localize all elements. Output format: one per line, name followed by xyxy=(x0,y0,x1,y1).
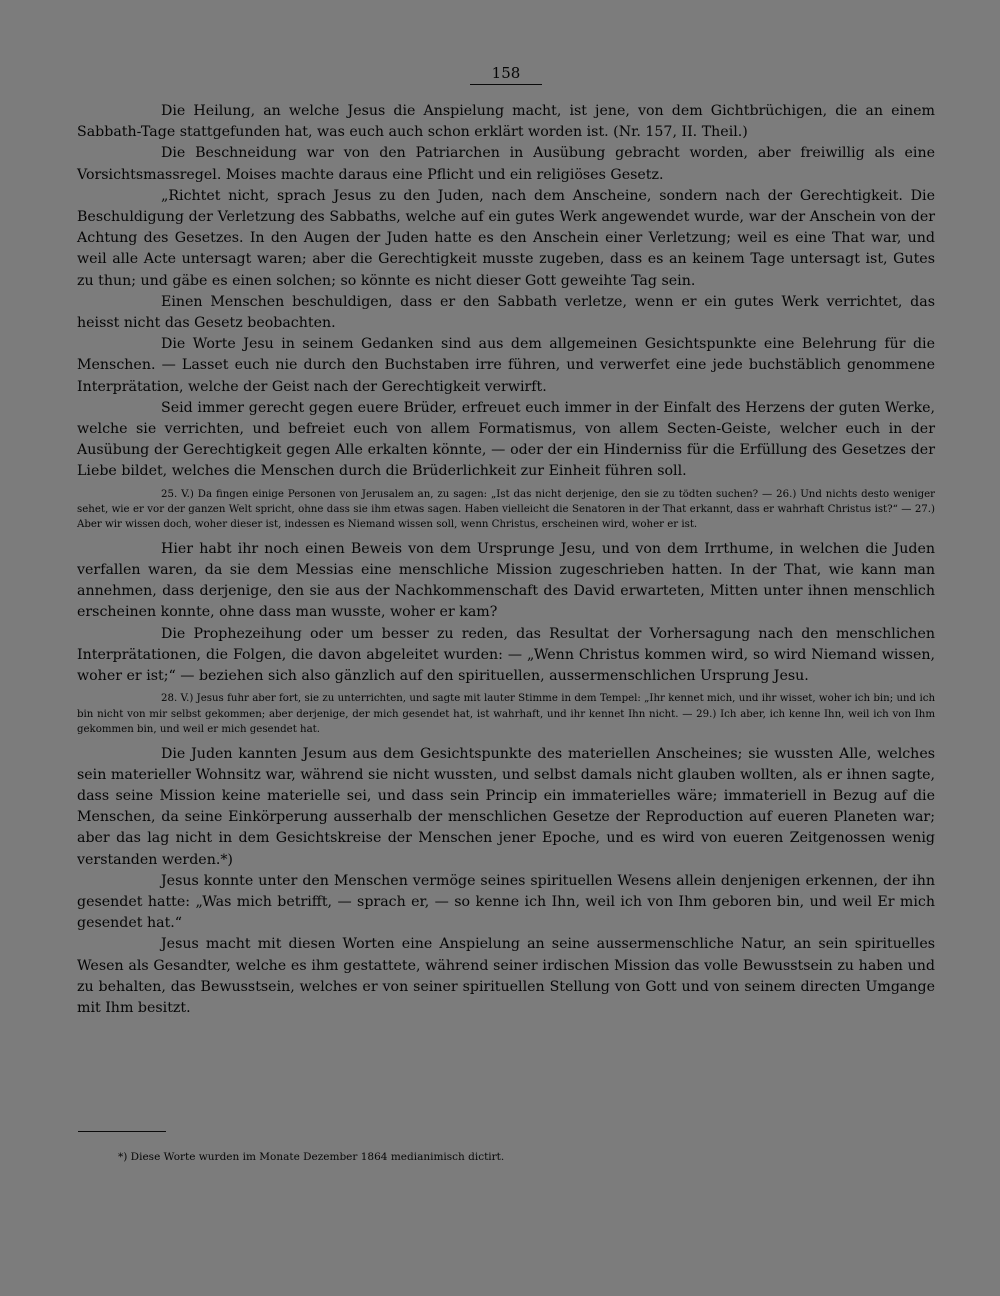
body-text xyxy=(77,101,935,1019)
paragraph: „Richtet nicht, sprach Jesus zu den Juden, nach dem Anscheine, sondern nach der Gerechtigkeit. Die Beschuldigung der Verletzung des Sabbaths, welche auf ein gutes Werk angewendet wurde, war der Anschein von der Achtung des Gesetzes. In den Augen der Juden hatte es den Anschein einer Verletzung; weil es eine That war, und weil alle Acte untersagt waren; aber die Gerechtigkeit musste zugeben, dass es an keinem Tage untersagt ist, Gutes zu thun; und gäbe es einen solchen; so könnte es nicht dieser Gott geweihte Tag sein. xyxy=(77,187,935,289)
paragraph: Jesus macht mit diesen Worten eine Anspielung an seine aussermenschliche Natur, an sein spirituelles Wesen als Gesandter, welche es ihm gestattete, während seiner irdischen Mission das volle Bewusstsein zu haben und zu behalten, das Bewusstsein, welches er von seiner spirituellen Stellung von Gott und von seinem directen Umgange mit Ihm besitzt. xyxy=(77,936,935,1016)
paragraph: Seid immer gerecht gegen euere Brüder, erfreuet euch immer in der Einfalt des Herzens der guten Werke, welche sie verrichten, und befreiet euch von allem Formatismus, von allem Secten-Geiste, welcher euch in der Ausübung der Gerechtigkeit gegen Alle erkalten könnte, — oder der ein Hinderniss für die Erfüllung des Gesetzes der Liebe bildet, welches die Menschen durch die Brüderlichkeit zur Einheit führen soll. xyxy=(77,399,935,480)
paragraph: Jesus konnte unter den Menschen vermöge seines spirituellen Wesens allein denjenigen erkennen, der ihn gesendet hatte: „Was mich betrifft, — sprach er, — so kenne ich Ihn, weil ich von Ihm geboren bin, und weil Er mich gesendet hat.“ xyxy=(77,872,935,932)
footnote-divider xyxy=(78,1131,166,1132)
page-number: 158 xyxy=(470,64,542,85)
scripture-verse: 25. V.) Da fingen einige Personen von Jerusalem an, zu sagen: „Ist das nicht derjenige, den sie zu tödten suchen? — 26.) Und nichts desto weniger sehet, wie er vor der ganzen Welt spricht, ohne dass sie ihm etwas sagen. Haben vielleicht die Senatoren in der That erkannt, dass er wahrhaft Christus ist?“ — 27.) Aber wir wissen doch, woher dieser ist, indessen es Niemand wissen soll, wenn Christus, erscheinen wird, woher er ist. xyxy=(77,488,935,531)
paragraph: Die Heilung, an welche Jesus die Anspielung macht, ist jene, von dem Gichtbrüchigen, die an einem Sabbath-Tage stattgefunden hat, was euch auch schon erklärt worden ist. (Nr. 157, II. Theil.) xyxy=(77,103,935,141)
paragraph: Die Worte Jesu in seinem Gedanken sind aus dem allgemeinen Gesichtspunkte eine Belehrung für die Menschen. — Lasset euch nie durch den Buchstaben irre führen, und verwerfet eine jede buchstäblich genommene Interprätation, welche der Geist nach der Gerechtigkeit verwirft. xyxy=(77,336,935,395)
paragraph: Die Beschneidung war von den Patriarchen in Ausübung gebracht worden, aber freiwillig als eine Vorsichtsmassregel. Moises machte daraus eine Pflicht und ein religiöses Gesetz. xyxy=(77,145,935,183)
paragraph: Einen Menschen beschuldigen, dass er den Sabbath verletze, wenn er ein gutes Werk verrichtet, das heisst nicht das Gesetz beobachten. xyxy=(77,293,935,332)
paragraph: Die Juden kannten Jesum aus dem Gesichtspunkte des materiellen Anscheines; sie wussten Alle, welches sein materieller Wohnsitz war, während sie nicht wussten, und selbst damals nicht glauben wollten, als er ihnen sagte, dass seine Mission keine materielle sei, und dass sein Princip ein immaterielles wäre; immateriell in Bezug auf die Menschen, da seine Einkörperung ausserhalb der menschlichen Gesetze der Reproduction auf eueren Planeten war; aber das lag nicht in dem Gesichtskreise der Menschen jener Epoche, und es wird von eueren Zeitgenossen wenig verstanden werden.*) xyxy=(77,745,935,868)
paragraph: Hier habt ihr noch einen Beweis von dem Ursprunge Jesu, und von dem Irrthume, in welchen die Juden verfallen waren, da sie dem Messias eine menschliche Mission zugeschrieben hatten. In der That, wie kann man annehmen, dass derjenige, den sie aus der Nachkommenschaft des David erwarteten, Mitten unter ihnen menschlich erscheinen konnte, ohne dass man wusste, woher er kam? xyxy=(77,540,935,621)
paragraph: Die Prophezeihung oder um besser zu reden, das Resultat der Vorhersagung nach den menschlichen Interprätationen, die Folgen, die davon abgeleitet wurden: — „Wenn Christus kommen wird, so wird Niemand wissen, woher er ist;“ — beziehen sich also gänzlich auf den spirituellen, aussermenschlichen Ursprung Jesu. xyxy=(77,625,935,685)
scripture-verse: 28. V.) Jesus fuhr aber fort, sie zu unterrichten, und sagte mit lauter Stimme in dem Tempel: „Ihr kennet mich, und ihr wisset, woher ich bin; und ich bin nicht von mir selbst gekommen; aber derjenige, der mich gesendet hat, ist wahrhaft, und ihr kennet Ihn nicht. — 29.) Ich aber, ich kenne Ihn, weil ich von Ihm gekommen bin, und weil er mich gesendet hat. xyxy=(77,693,935,736)
footnote: *) Diese Worte wurden im Monate Dezember 1864 medianimisch dictirt. xyxy=(118,1151,505,1163)
